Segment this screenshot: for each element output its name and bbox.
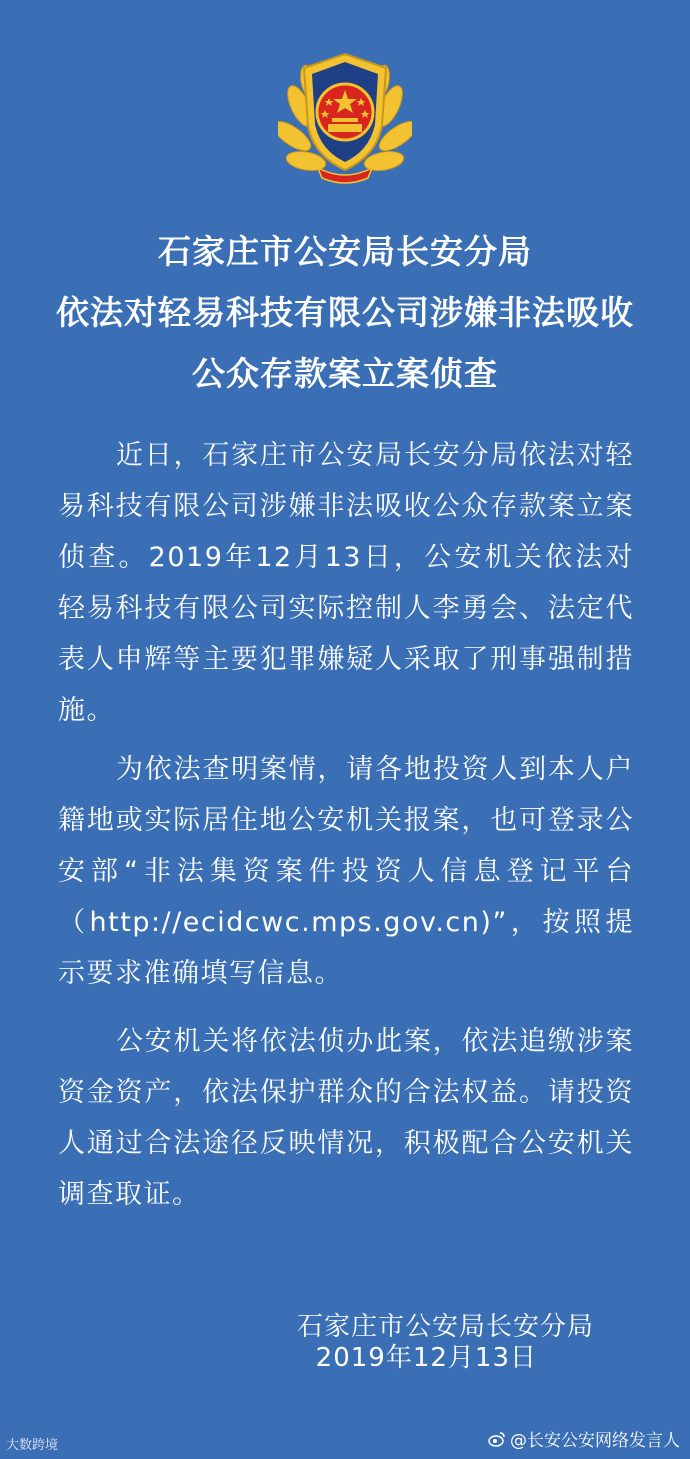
title-line-1: 石家庄市公安局长安分局 <box>158 232 532 271</box>
watermark-right <box>488 1426 680 1451</box>
signature-date: 2019年12月13日 <box>315 1343 537 1373</box>
police-emblem-icon <box>278 46 412 186</box>
watermark-account: @长安公安网络发言人 <box>510 1431 680 1451</box>
title-line-3: 公众存款案立案侦查 <box>192 354 498 393</box>
title-line-2: 依法对轻易科技有限公司涉嫌非法吸收 <box>56 293 634 332</box>
watermark-left: 大数跨境 <box>6 1438 59 1453</box>
paragraph-2: 为依法查明案情，请各地投资人到本人户籍地或实际居住地公安机关报案，也可登录公安部“非法集资案件投资人信息登记平台（http://ecidcwc.mps.gov.cn)”，按照提示要求准确填写信息。 <box>58 754 634 989</box>
paragraph-1: 近日，石家庄市公安局长安分局依法对轻易科技有限公司涉嫌非法吸收公众存款案立案侦查。2019年12月13日，公安机关依法对轻易科技有限公司实际控制人李勇会、法定代表人申辉等主要犯罪嫌疑人采取了刑事强制措施。 <box>58 440 634 726</box>
weibo-icon <box>488 1430 506 1448</box>
paragraph-3: 公安机关将依法侦办此案，依法追缴涉案资金资产，依法保护群众的合法权益。请投资人通过合法途径反映情况，积极配合公安机关调查取证。 <box>58 1026 634 1210</box>
signature-org: 石家庄市公安局长安分局 <box>296 1312 594 1342</box>
